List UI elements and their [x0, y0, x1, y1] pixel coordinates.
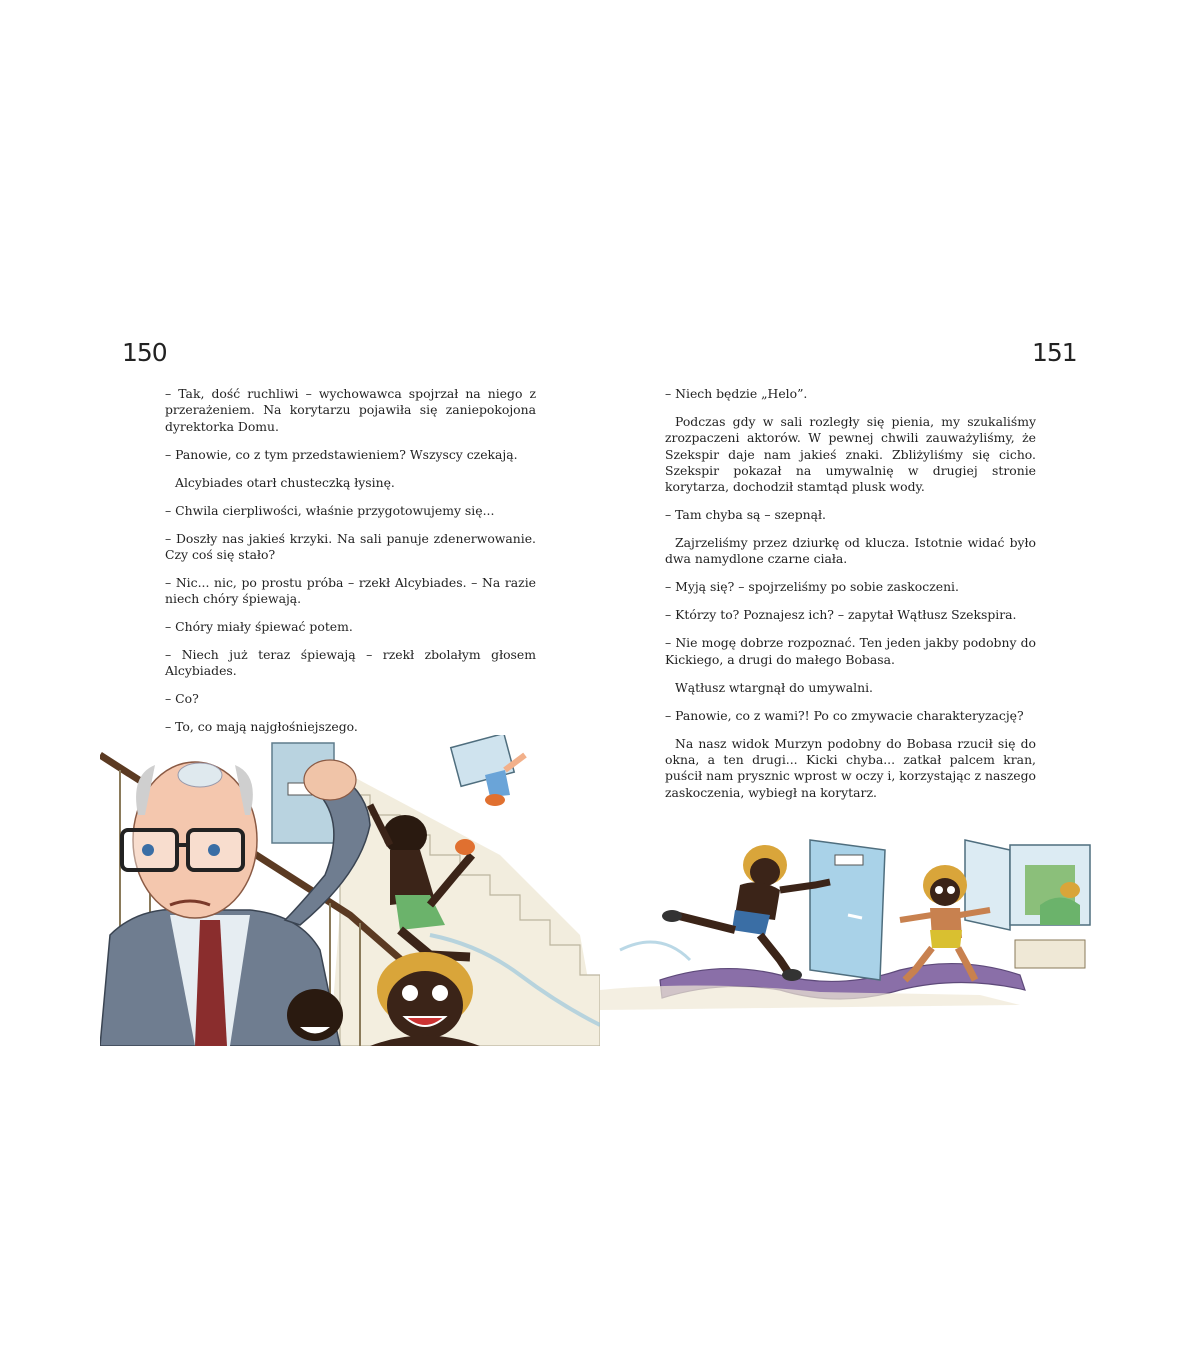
- paragraph: – Chwila cierpliwości, właśnie przygotowujemy się...: [165, 502, 495, 518]
- paragraph: – Niech już teraz śpiewają – rzekł zbolałym głosem Alcybiades.: [165, 647, 536, 679]
- paragraph: – Panowie, co z wami?! Po co zmywacie charakteryzację?: [665, 707, 1024, 723]
- paragraph: – To, co mają najgłośniejszego.: [165, 719, 358, 735]
- page-number-left: 150: [122, 338, 167, 367]
- paragraph: Na nasz widok Murzyn podobny do Bobasa rzucił się do okna, a ten drugi... Kicki chyba... zatkał palcem kran, puścił nam prysznic wprost w oczy i, korzystając z naszego zaskoczenia, wybiegł na korytarz.: [665, 735, 1036, 800]
- right-page-text: [665, 386, 1036, 813]
- paragraph: Alcybiades otarł chusteczką łysinę.: [175, 474, 395, 490]
- page-number-right: 151: [1032, 338, 1077, 367]
- paragraph: – Myją się? – spojrzeliśmy po sobie zaskoczeni.: [665, 579, 959, 595]
- paragraph: – Co?: [165, 691, 199, 707]
- paragraph: Zajrzeliśmy przez dziurkę od klucza. Istotnie widać było dwa namydlone czarne ciała.: [665, 535, 1036, 567]
- paragraph: Wątłusz wtargnął do umywalni.: [675, 679, 873, 695]
- illustration-staircase: [100, 735, 600, 1046]
- paragraph: – Nie mogę dobrze rozpoznać. Ten jeden jakby podobny do Kickiego, a drugi do małego Bobasa.: [665, 635, 1036, 667]
- paragraph: – Panowie, co z tym przedstawieniem? Wszyscy czekają.: [165, 446, 518, 462]
- paragraph: – Którzy to? Poznajesz ich? – zapytał Wątłusz Szekspira.: [665, 607, 1017, 623]
- paragraph: – Nic... nic, po prostu próba – rzekł Alcybiades. – Na razie niech chóry śpiewają.: [165, 574, 536, 607]
- left-page-text: [165, 386, 536, 775]
- running-boy-illustration: [662, 845, 830, 981]
- paragraph: – Tam chyba są – szepnął.: [665, 507, 826, 523]
- paragraph: – Doszły nas jakieś krzyki. Na sali panuje zdenerwowanie. Czy coś się stało?: [165, 530, 536, 562]
- paragraph: Podczas gdy w sali rozległy się pienia, my szukaliśmy zrozpaczeni aktorów. W pewnej chwili zauważyliśmy, że Szekspir daje nam jakieś znaki. Zbliżyliśmy się cicho. Szekspir pokazał na umywalnię w drugiej stronie korytarza, dochodził stamtąd plusk wody.: [665, 413, 1036, 495]
- paragraph: – Tak, dość ruchliwi – wychowawca spojrzał na niego z przerażeniem. Na korytarzu pojawiła się zaniepokojona dyrektorka Domu.: [165, 386, 536, 434]
- paragraph: – Chóry miały śpiewać potem.: [165, 619, 353, 635]
- paragraph: – Niech będzie „Helo”.: [665, 386, 808, 401]
- illustration-corridor: [600, 830, 1100, 1020]
